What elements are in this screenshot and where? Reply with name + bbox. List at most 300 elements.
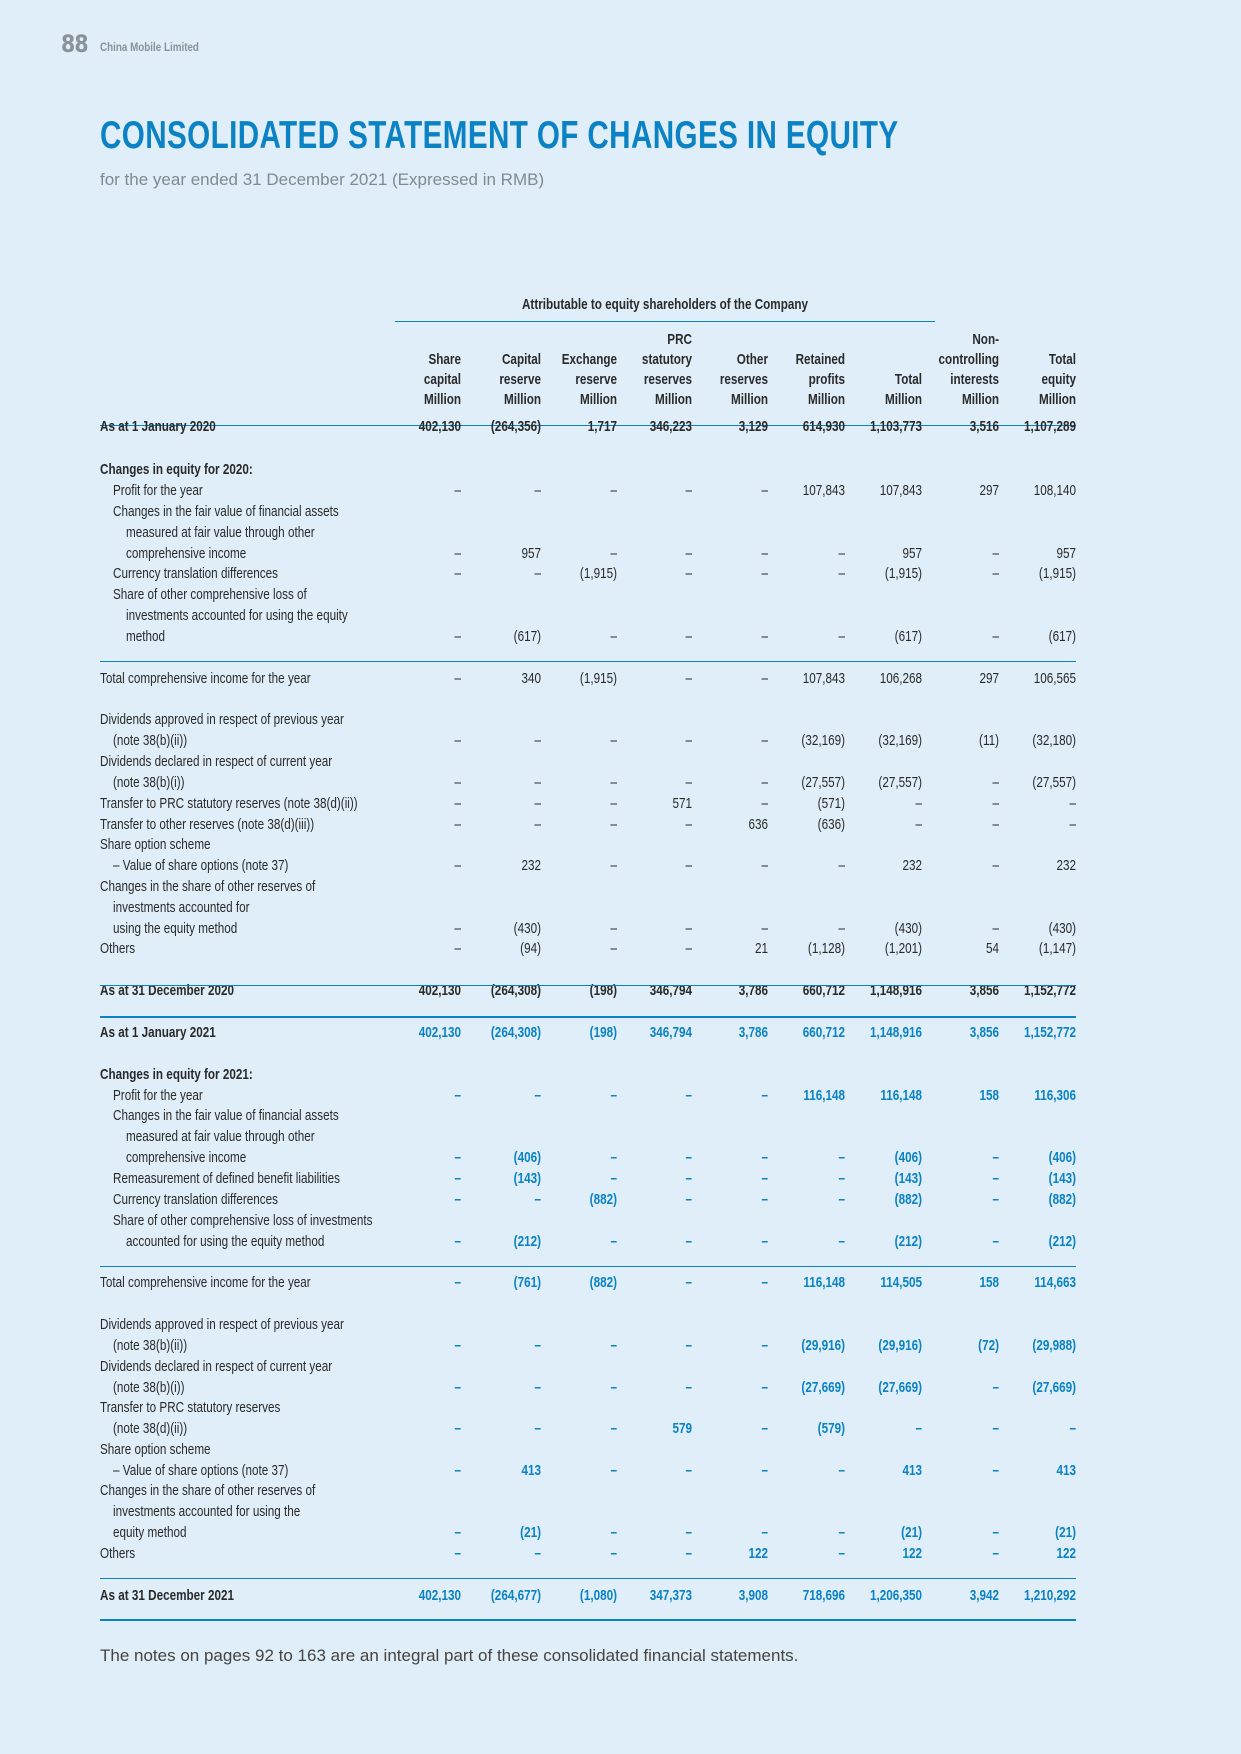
column-header-4: statutory	[641, 351, 692, 368]
table-cell: 116,148	[803, 1087, 845, 1104]
table-cell: –	[610, 482, 617, 499]
table-cell: (1,147)	[1038, 940, 1076, 957]
table-cell: –	[761, 1170, 768, 1187]
column-header-9: Million	[1038, 391, 1076, 408]
table-cell: –	[610, 1170, 617, 1187]
total-rule-2020-bottom	[100, 1016, 1076, 1018]
table-cell: –	[761, 482, 768, 499]
table-cell: 106,565	[1033, 670, 1076, 687]
row-label: Profit for the year	[113, 1087, 203, 1104]
table-cell: (617)	[513, 628, 541, 645]
table-cell: –	[915, 1420, 922, 1437]
table-cell: (27,669)	[1032, 1379, 1076, 1396]
table-cell: 402,130	[418, 1024, 461, 1041]
row-label: As at 1 January 2020	[100, 418, 216, 435]
row-label: measured at fair value through other	[126, 524, 315, 541]
table-cell: (571)	[817, 795, 845, 812]
table-cell: –	[761, 795, 768, 812]
page-title: CONSOLIDATED STATEMENT OF CHANGES IN EQUITY	[100, 114, 899, 157]
row-label: Changes in the share of other reserves of	[100, 878, 316, 895]
table-cell: 158	[979, 1274, 999, 1291]
table-cell: –	[761, 857, 768, 874]
table-cell: –	[992, 920, 999, 937]
table-cell: –	[534, 816, 541, 833]
column-header-3: Exchange	[561, 351, 617, 368]
table-cell: 1,152,772	[1023, 982, 1076, 999]
table-cell: –	[534, 1545, 541, 1562]
table-cell: –	[685, 816, 692, 833]
table-cell: –	[610, 1087, 617, 1104]
row-label: Profit for the year	[113, 482, 203, 499]
table-cell: (1,915)	[1038, 565, 1076, 582]
row-label: comprehensive income	[126, 1149, 247, 1166]
table-cell: –	[761, 670, 768, 687]
table-cell: –	[761, 1233, 768, 1250]
column-header-2: Million	[503, 391, 541, 408]
table-cell: (579)	[817, 1420, 845, 1437]
table-cell: –	[992, 1420, 999, 1437]
table-cell: –	[610, 1233, 617, 1250]
page-subtitle: for the year ended 31 December 2021 (Expressed in RMB)	[100, 170, 545, 189]
table-cell: (406)	[513, 1149, 541, 1166]
row-label: Changes in the fair value of financial assets	[113, 503, 339, 520]
table-cell: –	[610, 940, 617, 957]
table-cell: –	[992, 545, 999, 562]
table-cell: 660,712	[802, 982, 845, 999]
column-header-1: capital	[423, 371, 461, 388]
table-cell: 718,696	[802, 1587, 845, 1604]
table-cell: –	[838, 1149, 845, 1166]
table-cell: 122	[1056, 1545, 1076, 1562]
table-cell: (882)	[589, 1274, 617, 1291]
table-cell: 3,516	[969, 418, 999, 435]
table-cell: 158	[979, 1087, 999, 1104]
table-cell: (143)	[513, 1170, 541, 1187]
table-cell: (430)	[1048, 920, 1076, 937]
row-label: Share of other comprehensive loss of investments	[113, 1212, 373, 1229]
table-cell: –	[761, 1191, 768, 1208]
table-cell: –	[685, 565, 692, 582]
table-cell: (1,915)	[579, 565, 617, 582]
table-cell: –	[761, 565, 768, 582]
table-cell: 232	[1056, 857, 1076, 874]
row-label: Total comprehensive income for the year	[100, 1274, 311, 1291]
table-cell: 660,712	[802, 1024, 845, 1041]
table-cell: (143)	[1048, 1170, 1076, 1187]
table-cell: (264,308)	[490, 982, 541, 999]
row-label: investments accounted for	[113, 899, 250, 916]
table-cell: –	[454, 1233, 461, 1250]
table-cell: (212)	[1048, 1233, 1076, 1250]
table-cell: 1,210,292	[1023, 1587, 1076, 1604]
table-cell: –	[992, 1191, 999, 1208]
table-cell: –	[534, 565, 541, 582]
row-label: – Value of share options (note 37)	[113, 857, 289, 874]
table-cell: 1,152,772	[1023, 1024, 1076, 1041]
table-cell: 402,130	[418, 1587, 461, 1604]
table-cell: –	[610, 920, 617, 937]
row-label: Total comprehensive income for the year	[100, 670, 311, 687]
table-cell: 114,505	[880, 1274, 922, 1291]
table-cell: (1,128)	[807, 940, 845, 957]
table-cell: (198)	[589, 1024, 617, 1041]
table-cell: –	[1069, 816, 1076, 833]
table-cell: –	[685, 732, 692, 749]
table-cell: (264,677)	[490, 1587, 541, 1604]
table-cell: –	[685, 628, 692, 645]
table-cell: –	[761, 1274, 768, 1291]
table-cell: –	[454, 1462, 461, 1479]
attributable-rule	[395, 321, 935, 322]
table-cell: –	[534, 732, 541, 749]
table-cell: –	[454, 1379, 461, 1396]
table-cell: –	[534, 774, 541, 791]
table-cell: 122	[902, 1545, 922, 1562]
table-cell: –	[992, 1149, 999, 1166]
table-cell: –	[838, 565, 845, 582]
table-cell: –	[761, 628, 768, 645]
column-header-1: Share	[428, 351, 461, 368]
table-cell: –	[454, 1170, 461, 1187]
table-cell: –	[454, 482, 461, 499]
table-cell: –	[838, 1170, 845, 1187]
table-cell: –	[685, 1087, 692, 1104]
table-cell: (27,557)	[1032, 774, 1076, 791]
table-cell: 3,786	[738, 1024, 768, 1041]
table-cell: –	[685, 940, 692, 957]
table-cell: –	[610, 1524, 617, 1541]
table-cell: 1,717	[587, 418, 617, 435]
table-cell: 1,107,289	[1023, 418, 1076, 435]
column-header-8: Non-	[972, 331, 999, 348]
table-cell: (882)	[894, 1191, 922, 1208]
table-cell: 340	[521, 670, 541, 687]
total-rule-2021-top	[100, 1578, 1076, 1579]
table-cell: –	[838, 920, 845, 937]
table-cell: –	[454, 565, 461, 582]
table-cell: –	[534, 795, 541, 812]
table-cell: –	[761, 545, 768, 562]
table-cell: 107,843	[802, 670, 845, 687]
row-label: Share option scheme	[100, 836, 211, 853]
table-cell: 636	[748, 816, 768, 833]
column-header-8: interests	[950, 371, 999, 388]
table-cell: (27,557)	[878, 774, 922, 791]
column-header-6: Retained	[795, 351, 845, 368]
row-label: Dividends declared in respect of current year	[100, 753, 333, 770]
table-cell: 106,268	[879, 670, 922, 687]
table-cell: –	[992, 1379, 999, 1396]
table-cell: –	[992, 565, 999, 582]
table-cell: –	[610, 732, 617, 749]
table-cell: 957	[1056, 545, 1076, 562]
table-cell: –	[534, 1337, 541, 1354]
table-cell: –	[992, 1233, 999, 1250]
table-cell: –	[534, 1379, 541, 1396]
table-cell: 346,794	[649, 1024, 692, 1041]
table-cell: (32,180)	[1032, 732, 1076, 749]
table-cell: 3,908	[738, 1587, 768, 1604]
row-label: (note 38(b)(i))	[113, 1379, 185, 1396]
table-cell: –	[454, 920, 461, 937]
table-cell: 297	[979, 670, 999, 687]
table-cell: –	[992, 628, 999, 645]
table-cell: 579	[672, 1420, 692, 1437]
column-header-3: reserve	[575, 371, 617, 388]
table-cell: 107,843	[879, 482, 922, 499]
table-cell: (406)	[1048, 1149, 1076, 1166]
table-cell: –	[454, 857, 461, 874]
table-cell: 571	[672, 795, 692, 812]
table-cell: 232	[902, 857, 922, 874]
column-header-5: Other	[736, 351, 768, 368]
table-cell: –	[838, 1545, 845, 1562]
table-cell: –	[454, 774, 461, 791]
table-cell: (94)	[520, 940, 541, 957]
column-header-6: profits	[808, 371, 845, 388]
table-cell: (21)	[1055, 1524, 1076, 1541]
table-cell: (27,669)	[878, 1379, 922, 1396]
table-cell: –	[454, 670, 461, 687]
table-cell: –	[992, 816, 999, 833]
total-rule-2020-top	[100, 985, 1076, 986]
column-header-3: Million	[579, 391, 617, 408]
table-cell: (27,669)	[801, 1379, 845, 1396]
table-cell: –	[992, 1545, 999, 1562]
table-cell: 54	[985, 940, 999, 957]
row-label: As at 31 December 2020	[100, 982, 234, 999]
table-cell: –	[685, 545, 692, 562]
table-cell: (212)	[513, 1233, 541, 1250]
column-header-1: Million	[423, 391, 461, 408]
table-cell: (21)	[901, 1524, 922, 1541]
table-cell: –	[1069, 1420, 1076, 1437]
column-header-8: Million	[961, 391, 999, 408]
table-cell: (11)	[979, 732, 999, 749]
table-cell: –	[992, 774, 999, 791]
column-header-9: equity	[1041, 371, 1076, 388]
table-cell: 1,148,916	[869, 982, 922, 999]
row-label: Currency translation differences	[113, 565, 278, 582]
table-cell: –	[761, 1149, 768, 1166]
table-cell: –	[685, 1170, 692, 1187]
table-cell: –	[915, 795, 922, 812]
table-cell: –	[454, 1149, 461, 1166]
table-cell: 114,663	[1034, 1274, 1076, 1291]
table-cell: (406)	[894, 1149, 922, 1166]
table-cell: –	[838, 1233, 845, 1250]
table-cell: 402,130	[418, 982, 461, 999]
row-label: accounted for using the equity method	[126, 1233, 325, 1250]
table-cell: –	[838, 545, 845, 562]
table-cell: –	[454, 940, 461, 957]
table-cell: –	[454, 795, 461, 812]
table-cell: (1,915)	[884, 565, 922, 582]
row-label: As at 1 January 2021	[100, 1024, 216, 1041]
table-cell: –	[838, 857, 845, 874]
row-label: comprehensive income	[126, 545, 247, 562]
row-label: As at 31 December 2021	[100, 1587, 234, 1604]
table-cell: 21	[754, 940, 768, 957]
table-cell: –	[454, 1545, 461, 1562]
table-cell: (29,916)	[801, 1337, 845, 1354]
row-label: investments accounted for using the equity	[126, 607, 348, 624]
row-label: (note 38(b)(ii))	[113, 732, 188, 749]
table-cell: –	[838, 628, 845, 645]
table-cell: (1,201)	[884, 940, 922, 957]
table-cell: –	[454, 1337, 461, 1354]
row-label: Share option scheme	[100, 1441, 211, 1458]
table-cell: (264,308)	[490, 1024, 541, 1041]
table-cell: 107,843	[802, 482, 845, 499]
table-cell: –	[454, 1087, 461, 1104]
table-cell: –	[685, 1191, 692, 1208]
table-cell: –	[534, 482, 541, 499]
table-cell: –	[685, 670, 692, 687]
table-cell: –	[838, 1462, 845, 1479]
table-cell: 116,148	[803, 1274, 845, 1291]
row-label: – Value of share options (note 37)	[113, 1462, 289, 1479]
table-cell: (617)	[1048, 628, 1076, 645]
table-cell: 108,140	[1033, 482, 1076, 499]
table-cell: (1,915)	[579, 670, 617, 687]
table-cell: –	[685, 1274, 692, 1291]
table-cell: 1,103,773	[869, 418, 922, 435]
row-label: using the equity method	[113, 920, 238, 937]
table-cell: (1,080)	[579, 1587, 617, 1604]
table-cell: (264,356)	[490, 418, 541, 435]
table-cell: –	[761, 1462, 768, 1479]
table-cell: 3,856	[969, 982, 999, 999]
table-cell: 232	[521, 857, 541, 874]
table-cell: –	[610, 628, 617, 645]
row-label: Dividends approved in respect of previous year	[100, 711, 344, 728]
table-cell: –	[610, 816, 617, 833]
total-rule-2021-bottom	[100, 1619, 1076, 1621]
row-label: (note 38(d)(ii))	[113, 1420, 188, 1437]
table-cell: –	[610, 857, 617, 874]
table-cell: 614,930	[802, 418, 845, 435]
table-cell: 957	[902, 545, 922, 562]
table-cell: –	[685, 920, 692, 937]
row-label: Changes in the fair value of financial assets	[113, 1107, 339, 1124]
column-header-4: reserves	[643, 371, 692, 388]
column-header-7: Total	[894, 371, 922, 388]
table-cell: 116,148	[880, 1087, 922, 1104]
table-cell: –	[454, 1191, 461, 1208]
column-header-8: controlling	[938, 351, 999, 368]
table-cell: –	[454, 1420, 461, 1437]
row-label: measured at fair value through other	[126, 1128, 315, 1145]
attributable-header: Attributable to equity shareholders of the Company	[521, 296, 809, 313]
table-cell: –	[454, 545, 461, 562]
table-cell: –	[610, 1379, 617, 1396]
table-cell: (882)	[589, 1191, 617, 1208]
table-cell: –	[685, 857, 692, 874]
table-cell: 413	[902, 1462, 922, 1479]
table-cell: 3,786	[738, 982, 768, 999]
column-header-9: Total	[1048, 351, 1076, 368]
row-label: Others	[100, 940, 136, 957]
subtotal-rule-2021	[100, 1266, 1076, 1267]
table-cell: 413	[1056, 1462, 1076, 1479]
table-cell: 3,129	[738, 418, 768, 435]
row-label: Remeasurement of defined benefit liabilities	[113, 1170, 340, 1187]
table-cell: –	[761, 920, 768, 937]
table-cell: –	[454, 816, 461, 833]
table-cell: –	[838, 1524, 845, 1541]
table-cell: (21)	[520, 1524, 541, 1541]
table-cell: –	[838, 1191, 845, 1208]
table-cell: –	[610, 1420, 617, 1437]
row-label: Transfer to PRC statutory reserves (note 38(d)(ii))	[100, 795, 358, 812]
table-cell: –	[761, 1379, 768, 1396]
table-cell: –	[685, 1337, 692, 1354]
table-cell: 1,206,350	[869, 1587, 922, 1604]
table-cell: 957	[521, 545, 541, 562]
table-cell: –	[685, 774, 692, 791]
table-cell: –	[761, 774, 768, 791]
column-header-2: Capital	[501, 351, 541, 368]
table-cell: –	[685, 1545, 692, 1562]
table-cell: –	[610, 1462, 617, 1479]
row-label: (note 38(b)(i))	[113, 774, 185, 791]
table-cell: (32,169)	[801, 732, 845, 749]
table-cell: –	[992, 1170, 999, 1187]
table-cell: 346,794	[649, 982, 692, 999]
column-header-6: Million	[807, 391, 845, 408]
row-label: equity method	[113, 1524, 187, 1541]
table-cell: –	[761, 1524, 768, 1541]
row-label: Currency translation differences	[113, 1191, 278, 1208]
table-cell: –	[761, 1087, 768, 1104]
row-label: Dividends declared in respect of current year	[100, 1358, 333, 1375]
company-name: China Mobile Limited	[100, 40, 199, 54]
table-cell: 3,856	[969, 1024, 999, 1041]
table-cell: –	[992, 1462, 999, 1479]
table-cell: 1,148,916	[869, 1024, 922, 1041]
row-label: Transfer to PRC statutory reserves	[100, 1399, 281, 1416]
column-header-5: Million	[730, 391, 768, 408]
table-cell: (617)	[894, 628, 922, 645]
table-cell: 413	[521, 1462, 541, 1479]
table-cell: –	[761, 1420, 768, 1437]
table-cell: –	[454, 1524, 461, 1541]
table-cell: –	[992, 857, 999, 874]
row-label: Share of other comprehensive loss of	[113, 586, 307, 603]
table-cell: –	[915, 816, 922, 833]
table-cell: (761)	[513, 1274, 541, 1291]
table-cell: (29,916)	[878, 1337, 922, 1354]
row-label: method	[126, 628, 166, 645]
table-cell: –	[685, 1379, 692, 1396]
page-number: 88	[61, 30, 88, 58]
table-cell: (212)	[894, 1233, 922, 1250]
table-cell: –	[610, 545, 617, 562]
table-cell: –	[685, 482, 692, 499]
table-cell: –	[610, 1337, 617, 1354]
table-cell: –	[610, 795, 617, 812]
table-cell: (430)	[513, 920, 541, 937]
row-label: Dividends approved in respect of previous year	[100, 1316, 344, 1333]
row-label: (note 38(b)(ii))	[113, 1337, 188, 1354]
table-cell: (636)	[817, 816, 845, 833]
table-cell: –	[761, 732, 768, 749]
row-label: Changes in equity for 2021:	[100, 1066, 253, 1083]
row-label: Transfer to other reserves (note 38(d)(iii))	[100, 816, 315, 833]
table-cell: 346,223	[649, 418, 692, 435]
row-label: Others	[100, 1545, 136, 1562]
